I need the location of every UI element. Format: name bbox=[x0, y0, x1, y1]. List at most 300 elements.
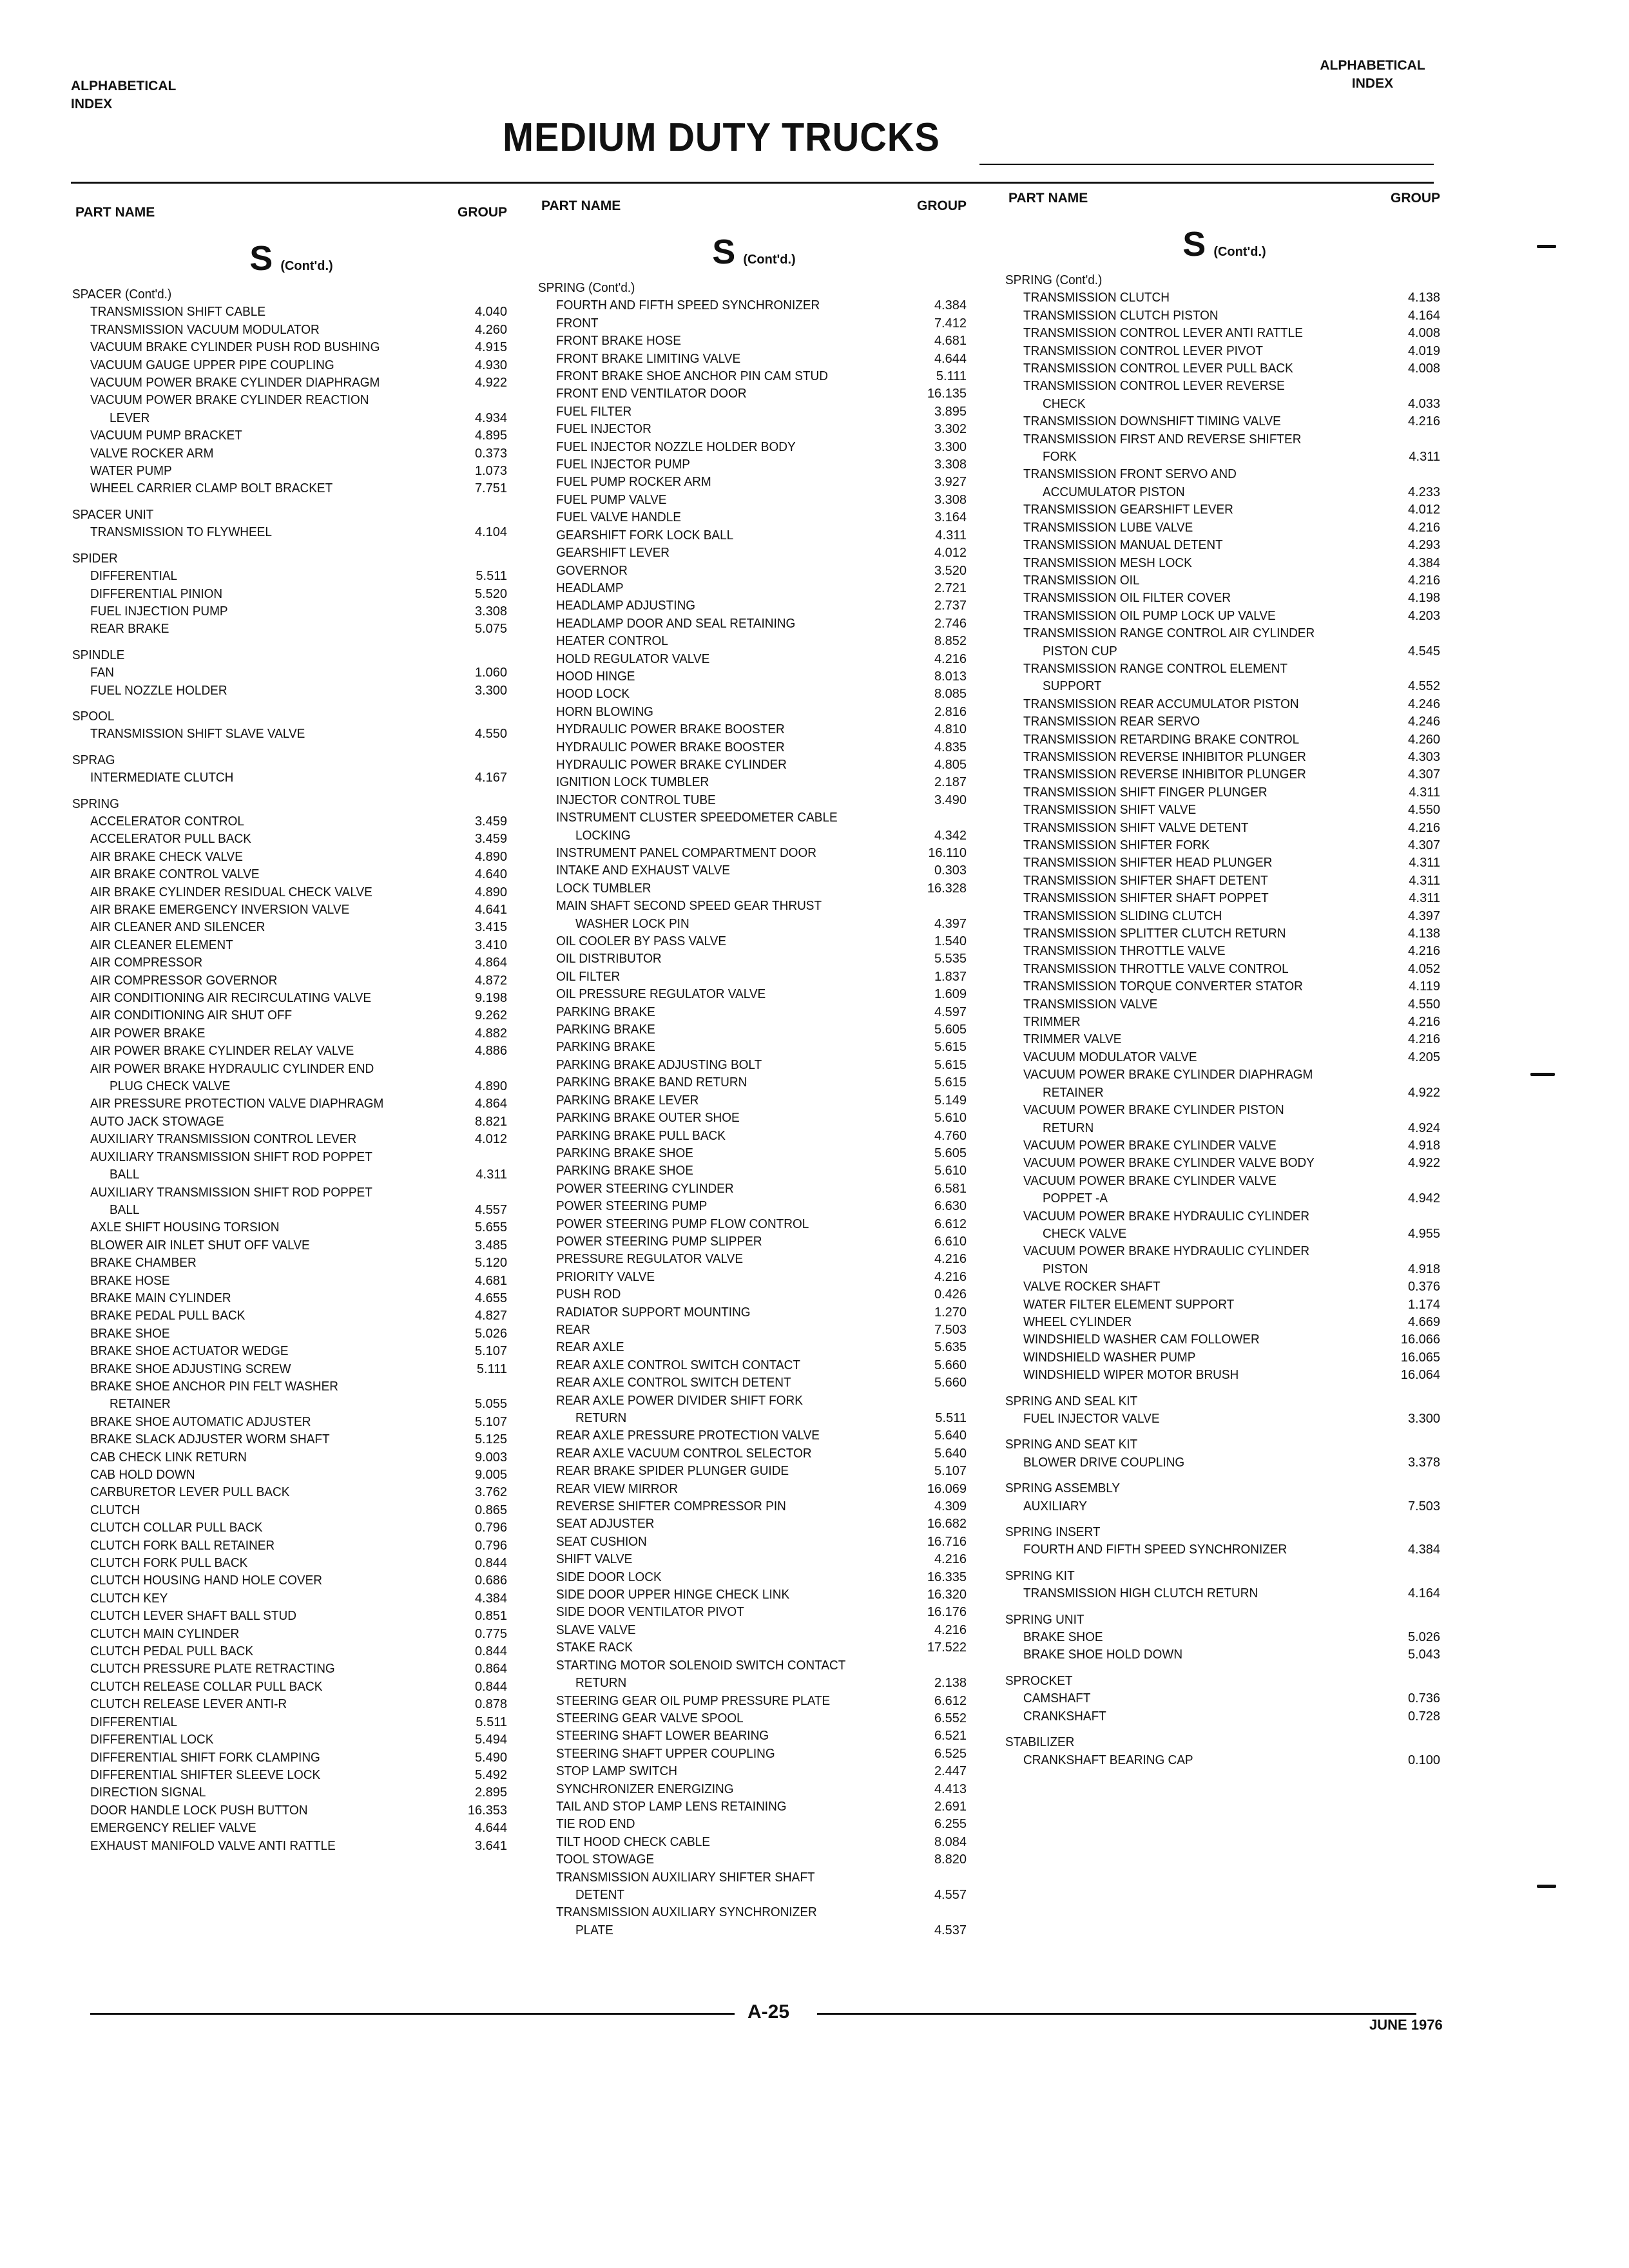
index-entry bbox=[538, 1657, 970, 1675]
index-entry bbox=[1005, 961, 1443, 978]
part-name: VALVE ROCKER ARM bbox=[90, 446, 214, 461]
part-name: TRANSMISSION FIRST AND REVERSE SHIFTER bbox=[1023, 432, 1302, 447]
index-entry bbox=[538, 1339, 970, 1356]
index-entry bbox=[1005, 643, 1443, 660]
part-name: MAIN SHAFT SECOND SPEED GEAR THRUST bbox=[556, 899, 822, 914]
index-entry bbox=[1005, 1208, 1443, 1225]
group-number: 4.397 bbox=[1407, 908, 1440, 923]
part-name: FUEL VALVE HANDLE bbox=[556, 510, 681, 525]
index-entry bbox=[1005, 1752, 1443, 1769]
part-name: AIR BRAKE CONTROL VALVE bbox=[90, 867, 260, 882]
group-number: 2.691 bbox=[934, 1799, 967, 1814]
group-number: 3.378 bbox=[1407, 1455, 1440, 1470]
part-name: WINDSHIELD WASHER PUMP bbox=[1023, 1350, 1196, 1365]
part-name: SIDE DOOR VENTILATOR PIVOT bbox=[556, 1605, 744, 1620]
part-name: BLOWER AIR INLET SHUT OFF VALVE bbox=[90, 1238, 310, 1253]
part-name: DETENT bbox=[575, 1887, 624, 1902]
part-name: ACCELERATOR PULL BACK bbox=[90, 832, 251, 847]
group-number: 4.895 bbox=[474, 428, 507, 443]
part-name: STEERING SHAFT UPPER COUPLING bbox=[556, 1746, 775, 1761]
index-entry bbox=[538, 651, 970, 668]
part-name: BLOWER DRIVE COUPLING bbox=[1023, 1455, 1185, 1470]
section-letter bbox=[72, 231, 510, 286]
part-name: OIL COOLER BY PASS VALVE bbox=[556, 934, 726, 949]
heading-text: SPACER UNIT bbox=[72, 507, 154, 522]
part-name: REAR AXLE POWER DIVIDER SHIFT FORK bbox=[556, 1393, 803, 1408]
index-entry bbox=[1005, 1137, 1443, 1155]
heading-text: SPRING AND SEAL KIT bbox=[1005, 1394, 1138, 1408]
index-entry bbox=[538, 421, 970, 438]
group-number: 0.373 bbox=[474, 446, 507, 461]
group-number: 8.852 bbox=[934, 634, 967, 649]
part-name: VALVE ROCKER SHAFT bbox=[1023, 1280, 1161, 1294]
part-name: RETAINER bbox=[1043, 1085, 1104, 1100]
part-name: BRAKE SHOE ADJUSTING SCREW bbox=[90, 1361, 291, 1376]
part-name: BRAKE SHOE ANCHOR PIN FELT WASHER bbox=[90, 1379, 339, 1394]
index-entry bbox=[1005, 396, 1443, 413]
group-label: GROUP bbox=[916, 198, 967, 213]
index-entry bbox=[1005, 1084, 1443, 1102]
group-number: 4.641 bbox=[474, 903, 507, 917]
index-entry bbox=[72, 1202, 510, 1219]
part-name: EXHAUST MANIFOLD VALVE ANTI RATTLE bbox=[90, 1838, 336, 1853]
part-name: FRONT BRAKE HOSE bbox=[556, 334, 681, 349]
group-number: 4.138 bbox=[1407, 927, 1440, 941]
index-entry bbox=[538, 474, 970, 491]
part-name: TRANSMISSION THROTTLE VALVE bbox=[1023, 944, 1226, 959]
group-number: 4.942 bbox=[1407, 1191, 1440, 1206]
group-number: 7.412 bbox=[934, 316, 967, 331]
group-number: 3.459 bbox=[474, 814, 507, 829]
group-number: 0.844 bbox=[474, 1556, 507, 1571]
section-contd: (Cont'd.) bbox=[743, 253, 796, 267]
group-number: 2.187 bbox=[934, 775, 967, 790]
group-number: 4.882 bbox=[474, 1026, 507, 1041]
part-name: LEVER bbox=[110, 410, 150, 425]
group-number: 17.522 bbox=[927, 1640, 967, 1655]
index-entry bbox=[72, 990, 510, 1007]
index-entry bbox=[538, 1057, 970, 1074]
heading-text: SPRING INSERT bbox=[1005, 1525, 1101, 1540]
index-entry bbox=[538, 1286, 970, 1303]
group-number: 4.164 bbox=[1407, 1586, 1440, 1601]
part-name: POPPET -A bbox=[1043, 1191, 1108, 1206]
part-name: STARTING MOTOR SOLENOID SWITCH CONTACT bbox=[556, 1658, 846, 1673]
part-name: TRANSMISSION TO FLYWHEEL bbox=[90, 525, 272, 540]
index-entry bbox=[538, 633, 970, 650]
index-entry bbox=[538, 1727, 970, 1745]
group-number: 16.320 bbox=[927, 1588, 967, 1602]
group-number: 4.922 bbox=[1407, 1156, 1440, 1171]
group-number: 16.069 bbox=[927, 1481, 967, 1496]
group-number: 4.384 bbox=[474, 1591, 507, 1606]
group-number: 4.203 bbox=[1407, 608, 1440, 623]
part-name: TRANSMISSION CONTROL LEVER PULL BACK bbox=[1023, 361, 1293, 376]
group-label: GROUP bbox=[1390, 191, 1440, 206]
part-name: BRAKE MAIN CYLINDER bbox=[90, 1291, 231, 1305]
index-entry bbox=[538, 297, 970, 314]
index-entry bbox=[72, 1838, 510, 1855]
group-number: 5.494 bbox=[474, 1733, 507, 1747]
group-number: 4.052 bbox=[1407, 961, 1440, 976]
index-entry bbox=[72, 1166, 510, 1184]
heading-text: SPRING bbox=[72, 796, 119, 811]
part-name: STOP LAMP SWITCH bbox=[556, 1764, 677, 1779]
index-entry bbox=[538, 1622, 970, 1639]
index-entry bbox=[538, 1816, 970, 1833]
part-name: OIL PRESSURE REGULATOR VALVE bbox=[556, 987, 766, 1002]
part-name: FUEL INJECTOR bbox=[556, 422, 651, 437]
group-number: 0.376 bbox=[1407, 1280, 1440, 1294]
group-number: 8.820 bbox=[934, 1852, 967, 1867]
index-entry bbox=[72, 374, 510, 392]
group-number: 4.233 bbox=[1407, 485, 1440, 499]
index-entry bbox=[538, 809, 970, 827]
group-number: 4.198 bbox=[1407, 591, 1440, 606]
index-entry bbox=[538, 1834, 970, 1851]
part-name: FRONT BRAKE LIMITING VALVE bbox=[556, 351, 741, 366]
group-number: 0.796 bbox=[474, 1538, 507, 1553]
part-name: POWER STEERING PUMP SLIPPER bbox=[556, 1234, 762, 1249]
group-number: 5.026 bbox=[1407, 1630, 1440, 1645]
part-name: TRANSMISSION SPLITTER CLUTCH RETURN bbox=[1023, 927, 1286, 941]
index-entry bbox=[72, 463, 510, 480]
index-entry bbox=[538, 1198, 970, 1215]
part-name: GEARSHIFT FORK LOCK BALL bbox=[556, 528, 734, 543]
part-name: ACCUMULATOR PISTON bbox=[1043, 485, 1185, 499]
group-number: 4.552 bbox=[1407, 679, 1440, 694]
group-number: 5.125 bbox=[474, 1432, 507, 1447]
index-entry bbox=[1005, 978, 1443, 995]
index-entry bbox=[538, 1463, 970, 1480]
part-name: STEERING GEAR OIL PUMP PRESSURE PLATE bbox=[556, 1693, 831, 1708]
part-name: CAMSHAFT bbox=[1023, 1691, 1091, 1706]
index-entry bbox=[538, 1533, 970, 1551]
index-entry bbox=[72, 1572, 510, 1590]
group-number: 5.490 bbox=[474, 1750, 507, 1765]
group-number: 9.262 bbox=[474, 1008, 507, 1023]
index-entry bbox=[538, 332, 970, 350]
group-number: 1.837 bbox=[934, 969, 967, 984]
part-name: BALL bbox=[110, 1202, 140, 1217]
group-number: 4.384 bbox=[1407, 1542, 1440, 1557]
index-entry bbox=[72, 1219, 510, 1236]
index-entry bbox=[1005, 431, 1443, 448]
page-title: MEDIUM DUTY TRUCKS bbox=[503, 115, 940, 160]
part-name: VACUUM POWER BRAKE HYDRAULIC CYLINDER bbox=[1023, 1244, 1310, 1259]
index-entry bbox=[72, 1361, 510, 1378]
part-name: TRANSMISSION CLUTCH PISTON bbox=[1023, 308, 1219, 323]
group-number: 16.716 bbox=[927, 1534, 967, 1549]
section-contd: (Cont'd.) bbox=[1213, 245, 1266, 259]
group-number: 4.216 bbox=[934, 651, 967, 666]
part-name: TRANSMISSION SHIFT VALVE DETENT bbox=[1023, 820, 1249, 835]
group-number: 3.485 bbox=[474, 1238, 507, 1253]
group-number: 4.019 bbox=[1407, 343, 1440, 358]
part-name: AIR BRAKE CHECK VALVE bbox=[90, 849, 243, 864]
index-entry bbox=[1005, 802, 1443, 819]
index-entry bbox=[1005, 608, 1443, 625]
part-name: FUEL NOZZLE HOLDER bbox=[90, 683, 227, 698]
part-name: WASHER LOCK PIN bbox=[575, 916, 689, 931]
part-name: CHECK bbox=[1043, 396, 1086, 411]
index-entry bbox=[538, 1074, 970, 1091]
index-entry bbox=[72, 1378, 510, 1396]
index-column-2 bbox=[538, 198, 970, 1939]
group-number: 5.107 bbox=[474, 1344, 507, 1359]
index-entry bbox=[538, 845, 970, 862]
part-name: FUEL INJECTION PUMP bbox=[90, 604, 228, 619]
group-number: 6.612 bbox=[934, 1216, 967, 1231]
group-number: 0.796 bbox=[474, 1521, 507, 1535]
group-number: 4.827 bbox=[474, 1309, 507, 1323]
group-number: 4.293 bbox=[1407, 538, 1440, 553]
index-heading bbox=[1005, 1734, 1443, 1751]
entry-gap bbox=[72, 787, 510, 796]
group-number: 2.447 bbox=[934, 1764, 967, 1779]
group-number: 3.410 bbox=[474, 937, 507, 952]
margin-mark bbox=[1537, 1885, 1556, 1888]
part-name: TRANSMISSION HIGH CLUTCH RETURN bbox=[1023, 1586, 1258, 1601]
part-name: PARKING BRAKE SHOE bbox=[556, 1146, 693, 1160]
index-entry bbox=[72, 524, 510, 541]
index-heading bbox=[72, 286, 510, 303]
part-name: CLUTCH FORK PULL BACK bbox=[90, 1556, 248, 1571]
part-name: PUSH ROD bbox=[556, 1287, 621, 1302]
index-entry bbox=[538, 527, 970, 544]
index-entry bbox=[72, 1519, 510, 1537]
group-number: 6.610 bbox=[934, 1234, 967, 1249]
entry-gap bbox=[1005, 1725, 1443, 1734]
part-name: CLUTCH RELEASE LEVER ANTI-R bbox=[90, 1697, 287, 1712]
group-number: 4.012 bbox=[1407, 503, 1440, 517]
group-number: 8.013 bbox=[934, 669, 967, 684]
part-name: CHECK VALVE bbox=[1043, 1226, 1127, 1241]
part-name: TRANSMISSION OIL PUMP LOCK UP VALVE bbox=[1023, 608, 1276, 623]
part-name-label: PART NAME bbox=[541, 198, 621, 213]
section-letter-s: S bbox=[249, 239, 273, 278]
part-name: TRANSMISSION TORQUE CONVERTER STATOR bbox=[1023, 979, 1303, 994]
index-entry bbox=[1005, 1014, 1443, 1031]
group-number: 16.065 bbox=[1400, 1350, 1440, 1365]
index-heading bbox=[72, 550, 510, 568]
part-name: TRANSMISSION DOWNSHIFT TIMING VALVE bbox=[1023, 414, 1281, 429]
index-entry bbox=[72, 445, 510, 463]
part-name: INSTRUMENT PANEL COMPARTMENT DOOR bbox=[556, 846, 816, 860]
entry-list bbox=[1005, 272, 1443, 1769]
part-name: SLAVE VALVE bbox=[556, 1622, 636, 1637]
part-name: LOCK TUMBLER bbox=[556, 881, 651, 896]
group-number: 4.810 bbox=[934, 722, 967, 737]
index-entry bbox=[72, 884, 510, 901]
entry-list bbox=[538, 280, 970, 1939]
part-name: HEATER CONTROL bbox=[556, 634, 668, 649]
index-entry bbox=[72, 726, 510, 743]
group-number: 0.303 bbox=[934, 863, 967, 878]
index-entry bbox=[1005, 501, 1443, 519]
group-number: 4.216 bbox=[1407, 1015, 1440, 1030]
index-entry bbox=[1005, 660, 1443, 678]
part-name: PARKING BRAKE OUTER SHOE bbox=[556, 1111, 740, 1126]
column-header bbox=[1005, 191, 1443, 216]
entry-gap bbox=[72, 542, 510, 550]
index-entry bbox=[538, 456, 970, 474]
group-number: 4.384 bbox=[1407, 555, 1440, 570]
part-name: AUXILIARY TRANSMISSION SHIFT ROD POPPET bbox=[90, 1185, 372, 1200]
part-name: TRANSMISSION RETARDING BRAKE CONTROL bbox=[1023, 732, 1300, 747]
entry-gap bbox=[1005, 1559, 1443, 1568]
index-entry bbox=[72, 1767, 510, 1784]
group-number: 5.492 bbox=[474, 1767, 507, 1782]
index-entry bbox=[1005, 289, 1443, 307]
group-number: 4.138 bbox=[1407, 291, 1440, 305]
index-entry bbox=[1005, 731, 1443, 749]
index-entry bbox=[1005, 466, 1443, 483]
part-name: TRIMMER VALVE bbox=[1023, 1032, 1122, 1047]
part-name: REAR BRAKE bbox=[90, 622, 169, 637]
part-name: PARKING BRAKE LEVER bbox=[556, 1093, 699, 1108]
part-name: POWER STEERING PUMP bbox=[556, 1199, 708, 1214]
index-entry bbox=[72, 1184, 510, 1202]
group-number: 4.397 bbox=[934, 916, 967, 931]
index-entry bbox=[72, 586, 510, 603]
group-number: 5.610 bbox=[934, 1164, 967, 1178]
part-name: REAR bbox=[556, 1322, 590, 1337]
part-name: DIFFERENTIAL bbox=[90, 1715, 178, 1729]
part-name: PARKING BRAKE bbox=[556, 1004, 655, 1019]
part-name: AIR POWER BRAKE bbox=[90, 1026, 206, 1041]
part-name: HOLD REGULATOR VALVE bbox=[556, 651, 710, 666]
index-entry bbox=[72, 1113, 510, 1131]
group-number: 4.681 bbox=[934, 334, 967, 349]
group-number: 0.878 bbox=[474, 1697, 507, 1712]
part-name: RADIATOR SUPPORT MOUNTING bbox=[556, 1305, 751, 1320]
part-name: TRANSMISSION GEARSHIFT LEVER bbox=[1023, 503, 1233, 517]
part-name: AIR CLEANER ELEMENT bbox=[90, 937, 233, 952]
index-entry bbox=[1005, 1031, 1443, 1048]
part-name: INJECTOR CONTROL TUBE bbox=[556, 793, 716, 807]
index-entry bbox=[1005, 749, 1443, 766]
index-entry bbox=[72, 427, 510, 445]
group-number: 4.805 bbox=[934, 757, 967, 772]
group-number: 0.736 bbox=[1407, 1691, 1440, 1706]
index-entry bbox=[538, 950, 970, 968]
index-entry bbox=[1005, 484, 1443, 501]
part-name: DIFFERENTIAL SHIFTER SLEEVE LOCK bbox=[90, 1767, 321, 1782]
group-number: 4.924 bbox=[1407, 1120, 1440, 1135]
group-number: 6.521 bbox=[934, 1729, 967, 1744]
index-entry bbox=[538, 439, 970, 456]
part-name: GEARSHIFT LEVER bbox=[556, 546, 670, 561]
group-number: 4.303 bbox=[1407, 749, 1440, 764]
group-number: 0.851 bbox=[474, 1609, 507, 1624]
part-name: AIR POWER BRAKE CYLINDER RELAY VALVE bbox=[90, 1044, 354, 1059]
index-entry bbox=[72, 972, 510, 990]
part-name: AXLE SHIFT HOUSING TORSION bbox=[90, 1220, 280, 1235]
index-entry bbox=[1005, 1296, 1443, 1314]
group-number: 4.246 bbox=[1407, 715, 1440, 729]
group-number: 4.890 bbox=[474, 885, 507, 899]
index-entry bbox=[538, 1392, 970, 1410]
part-name: CLUTCH LEVER SHAFT BALL STUD bbox=[90, 1609, 296, 1624]
part-name: REAR VIEW MIRROR bbox=[556, 1481, 678, 1496]
group-number: 6.612 bbox=[934, 1693, 967, 1708]
group-number: 4.760 bbox=[934, 1128, 967, 1143]
group-number: 6.525 bbox=[934, 1746, 967, 1761]
index-entry bbox=[72, 1061, 510, 1078]
group-number: 0.864 bbox=[474, 1662, 507, 1677]
part-name: BALL bbox=[110, 1168, 140, 1182]
index-entry bbox=[72, 1431, 510, 1448]
group-number: 4.307 bbox=[1407, 838, 1440, 852]
group-number: 4.922 bbox=[474, 376, 507, 390]
group-number: 4.311 bbox=[1409, 873, 1440, 888]
heading-text: SPACER (Cont'd.) bbox=[72, 287, 172, 302]
part-name: BRAKE SHOE HOLD DOWN bbox=[1023, 1648, 1183, 1662]
part-name: FAN bbox=[90, 666, 114, 680]
index-entry bbox=[72, 1484, 510, 1501]
index-entry bbox=[538, 721, 970, 738]
group-number: 5.520 bbox=[474, 586, 507, 601]
index-entry bbox=[538, 933, 970, 950]
index-entry bbox=[72, 410, 510, 427]
part-name: CRANKSHAFT bbox=[1023, 1709, 1106, 1724]
group-number: 4.640 bbox=[474, 867, 507, 882]
part-name: VACUUM POWER BRAKE CYLINDER VALVE BODY bbox=[1023, 1156, 1315, 1171]
part-name: FUEL PUMP ROCKER ARM bbox=[556, 475, 711, 490]
group-number: 5.511 bbox=[476, 1715, 507, 1729]
group-number: 5.615 bbox=[934, 1075, 967, 1090]
index-entry bbox=[538, 1798, 970, 1816]
part-name: BRAKE PEDAL PULL BACK bbox=[90, 1309, 246, 1323]
index-entry bbox=[538, 1922, 970, 1939]
heading-text: STABILIZER bbox=[1005, 1735, 1075, 1750]
group-number: 5.026 bbox=[474, 1326, 507, 1341]
index-heading bbox=[1005, 1611, 1443, 1629]
group-number: 3.308 bbox=[934, 492, 967, 507]
section-letter-s: S bbox=[712, 233, 736, 271]
part-name: TRANSMISSION SHIFT SLAVE VALVE bbox=[90, 727, 305, 742]
index-heading bbox=[72, 752, 510, 769]
group-number: 4.033 bbox=[1407, 396, 1440, 411]
index-entry bbox=[538, 862, 970, 879]
group-number: 4.216 bbox=[1407, 820, 1440, 835]
index-entry bbox=[72, 1007, 510, 1024]
part-name: DIFFERENTIAL bbox=[90, 569, 178, 584]
part-name: WATER PUMP bbox=[90, 464, 172, 479]
index-heading bbox=[72, 506, 510, 524]
index-entry bbox=[1005, 1190, 1443, 1207]
index-entry bbox=[72, 603, 510, 620]
part-name: VACUUM GAUGE UPPER PIPE COUPLING bbox=[90, 358, 334, 372]
index-entry bbox=[538, 916, 970, 933]
entry-gap bbox=[1005, 1385, 1443, 1393]
group-number: 5.149 bbox=[934, 1093, 967, 1108]
index-entry bbox=[1005, 325, 1443, 342]
index-entry bbox=[1005, 890, 1443, 907]
part-name: BRAKE SHOE AUTOMATIC ADJUSTER bbox=[90, 1414, 311, 1429]
group-number: 4.557 bbox=[474, 1202, 507, 1217]
group-number: 4.644 bbox=[934, 351, 967, 366]
group-number: 2.816 bbox=[934, 704, 967, 719]
group-number: 5.615 bbox=[934, 1040, 967, 1055]
part-name: RETAINER bbox=[110, 1397, 171, 1412]
column-header bbox=[538, 198, 970, 224]
index-entry bbox=[538, 615, 970, 633]
index-entry bbox=[538, 1233, 970, 1251]
group-number: 3.927 bbox=[934, 475, 967, 490]
part-name: CLUTCH FORK BALL RETAINER bbox=[90, 1538, 275, 1553]
